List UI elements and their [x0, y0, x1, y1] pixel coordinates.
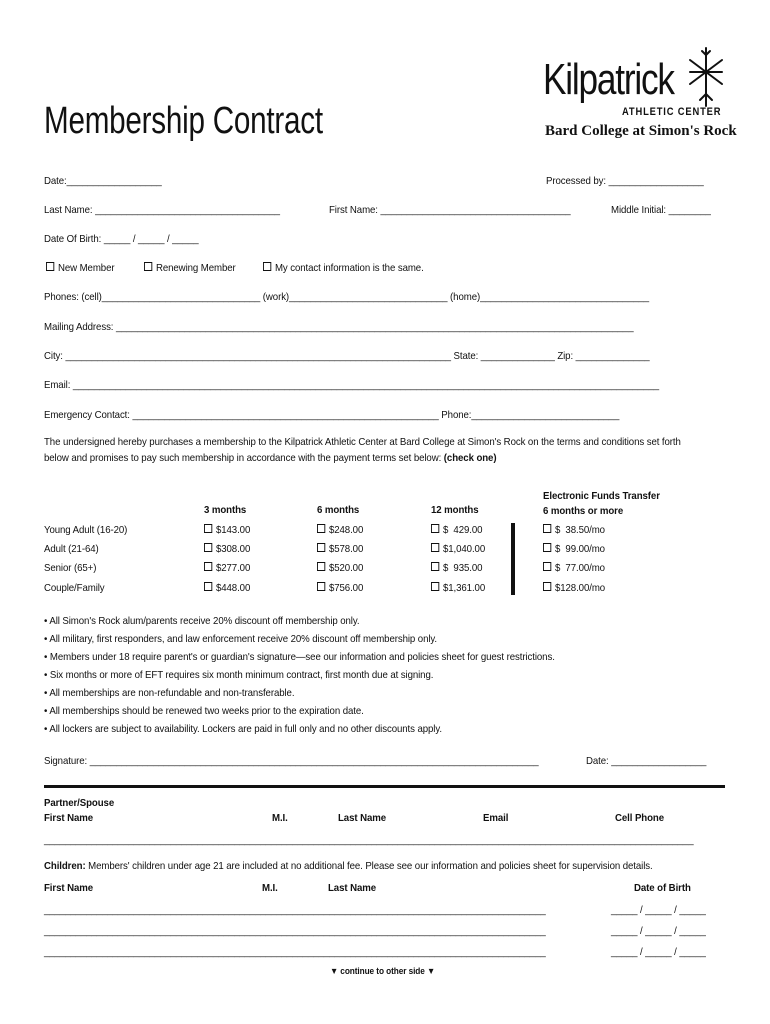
intro-line-1: The undersigned hereby purchases a membership to the Kilpatrick Athletic Center at Bard College at Simon's Rock on the terms and conditions set forth — [44, 436, 681, 448]
price-option-m12[interactable]: $1,361.00 — [431, 582, 485, 594]
email-field[interactable]: Email: _______________________________________________________________________________________________________________ — [44, 379, 660, 391]
col-3-months: 3 months — [204, 504, 247, 516]
section-rule — [44, 785, 725, 788]
logo-college: Bard College at Simon's Rock — [545, 123, 737, 139]
col-6-months: 6 months — [317, 504, 360, 516]
price-option-m12[interactable]: $ 935.00 — [431, 562, 482, 574]
divider-bar — [511, 523, 515, 595]
price-option-m12[interactable]: $1,040.00 — [431, 543, 485, 555]
checkbox-icon[interactable] — [543, 543, 551, 552]
price-option-m3[interactable]: $143.00 — [204, 524, 250, 536]
col-eft-line-2: 6 months or more — [543, 505, 624, 517]
checkbox-icon[interactable] — [46, 262, 54, 271]
children-note: Children: Members' children under age 21 are included at no additional fee. Please see our information and policies sheet for supervision details. — [44, 860, 653, 872]
col-eft-line-1: Electronic Funds Transfer — [543, 490, 660, 502]
first-name-field[interactable]: First Name: ____________________________________ — [329, 204, 571, 216]
child-dob-line-3[interactable]: _____ / _____ / _____ — [611, 946, 706, 958]
price-option-m3[interactable]: $308.00 — [204, 543, 250, 555]
phones-field[interactable]: Phones: (cell)______________________________ (work)______________________________ (home)________________________________ — [44, 291, 650, 303]
logo-subtitle: ATHLETIC CENTER — [622, 106, 722, 118]
checkbox-icon[interactable] — [317, 543, 325, 552]
child-entry-line-3[interactable]: _______________________________________________________________________________________________ — [44, 946, 546, 958]
page-title: Membership Contract — [44, 100, 323, 142]
partner-mi-label: M.I. — [272, 812, 288, 824]
child-entry-line-2[interactable]: _______________________________________________________________________________________________ — [44, 925, 546, 937]
checkbox-icon[interactable] — [431, 562, 439, 571]
partner-email-label: Email — [483, 812, 509, 824]
checkbox-icon[interactable] — [144, 262, 152, 271]
date-field[interactable]: Date:__________________ — [44, 175, 162, 187]
children-first-name-label: First Name — [44, 882, 94, 894]
price-option-m6[interactable]: $248.00 — [317, 524, 363, 536]
signature-field[interactable]: Signature: _____________________________________________________________________________________ — [44, 755, 539, 767]
policy-bullet: • Six months or more of EFT requires six month minimum contract, first month due at signing. — [44, 669, 434, 681]
checkbox-icon[interactable] — [317, 562, 325, 571]
processed-by-field[interactable]: Processed by: __________________ — [546, 175, 704, 187]
emergency-contact-field[interactable]: Emergency Contact: __________________________________________________________ Phone:____________________________ — [44, 409, 620, 421]
checkbox-icon[interactable] — [204, 543, 212, 552]
checkbox-icon[interactable] — [317, 524, 325, 533]
policy-bullet: • All Simon's Rock alum/parents receive 20% discount off membership only. — [44, 615, 360, 627]
checkbox-icon[interactable] — [204, 562, 212, 571]
checkbox-icon[interactable] — [263, 262, 271, 271]
policy-bullet: • All military, first responders, and law enforcement receive 20% discount off membership only. — [44, 633, 438, 645]
partner-last-name-label: Last Name — [338, 812, 387, 824]
child-dob-line-2[interactable]: _____ / _____ / _____ — [611, 925, 706, 937]
child-dob-line-1[interactable]: _____ / _____ / _____ — [611, 904, 706, 916]
policy-bullet: • Members under 18 require parent's or guardian's signature—see our information and policies sheet for guest restrictions. — [44, 651, 555, 663]
policy-bullet: • All memberships should be renewed two weeks prior to the expiration date. — [44, 705, 364, 717]
price-row-label: Adult (21-64) — [44, 543, 99, 555]
checkbox-icon[interactable] — [543, 562, 551, 571]
checkbox-icon[interactable] — [431, 582, 439, 591]
price-option-eft[interactable]: $ 77.00/mo — [543, 562, 605, 574]
children-mi-label: M.I. — [262, 882, 278, 894]
checkbox-icon[interactable] — [204, 524, 212, 533]
checkbox-icon[interactable] — [543, 524, 551, 533]
price-option-eft[interactable]: $128.00/mo — [543, 582, 605, 594]
child-entry-line-1[interactable]: _______________________________________________________________________________________________ — [44, 904, 546, 916]
partner-first-name-label: First Name — [44, 812, 94, 824]
partner-cell-label: Cell Phone — [615, 812, 665, 824]
price-option-m6[interactable]: $756.00 — [317, 582, 363, 594]
checkbox-icon[interactable] — [431, 543, 439, 552]
price-row-label: Couple/Family — [44, 582, 105, 594]
price-row-label: Young Adult (16-20) — [44, 524, 128, 536]
middle-initial-field[interactable]: Middle Initial: ________ — [611, 204, 711, 216]
snowflake-icon — [686, 46, 726, 108]
policy-bullet: • All memberships are non-refundable and non-transferable. — [44, 687, 295, 699]
price-option-eft[interactable]: $ 38.50/mo — [543, 524, 605, 536]
renewing-member-option[interactable]: Renewing Member — [144, 262, 236, 274]
logo-wordmark: Kilpatrick — [543, 55, 674, 104]
intro-line-2: below and promises to pay such membership in accordance with the payment terms set below: (check one) — [44, 452, 497, 464]
checkbox-icon[interactable] — [543, 582, 551, 591]
mailing-address-field[interactable]: Mailing Address: __________________________________________________________________________________________________ — [44, 321, 634, 333]
price-option-eft[interactable]: $ 99.00/mo — [543, 543, 605, 555]
children-dob-label: Date of Birth — [634, 882, 691, 894]
partner-heading: Partner/Spouse — [44, 797, 115, 809]
last-name-field[interactable]: Last Name: ___________________________________ — [44, 204, 280, 216]
continue-footer: ▼ continue to other side ▼ — [330, 966, 436, 976]
signature-date-field[interactable]: Date: __________________ — [586, 755, 707, 767]
children-last-name-label: Last Name — [328, 882, 377, 894]
price-option-m6[interactable]: $520.00 — [317, 562, 363, 574]
price-option-m6[interactable]: $578.00 — [317, 543, 363, 555]
checkbox-icon[interactable] — [317, 582, 325, 591]
same-info-option[interactable]: My contact information is the same. — [263, 262, 424, 274]
dob-field[interactable]: Date Of Birth: _____ / _____ / _____ — [44, 233, 199, 245]
policy-bullet: • All lockers are subject to availability. Lockers are paid in full only and no other discounts apply. — [44, 723, 442, 735]
price-option-m3[interactable]: $277.00 — [204, 562, 250, 574]
partner-entry-line[interactable]: ___________________________________________________________________________________________________________________________ — [44, 834, 694, 846]
checkbox-icon[interactable] — [431, 524, 439, 533]
new-member-option[interactable]: New Member — [46, 262, 114, 274]
col-12-months: 12 months — [431, 504, 479, 516]
checkbox-icon[interactable] — [204, 582, 212, 591]
city-state-zip-field[interactable]: City: _________________________________________________________________________ State: ______________ Zip: ______________ — [44, 350, 650, 362]
price-option-m12[interactable]: $ 429.00 — [431, 524, 482, 536]
price-option-m3[interactable]: $448.00 — [204, 582, 250, 594]
price-row-label: Senior (65+) — [44, 562, 97, 574]
